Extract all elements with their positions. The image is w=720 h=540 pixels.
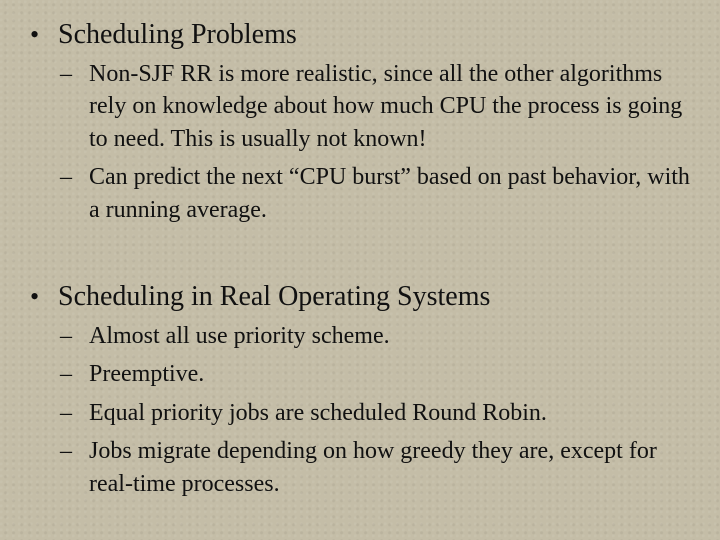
bullet-icon: • [30, 282, 40, 311]
sub-bullet-item [30, 320, 700, 353]
section-scheduling-real-os [30, 280, 700, 500]
sub-bullet-item [30, 161, 700, 226]
dash-icon: – [60, 164, 72, 191]
section-heading-row [30, 280, 700, 314]
dash-icon: – [60, 399, 72, 426]
sub-bullet-text: Non-SJF RR is more realistic, since all the other algorithms rely on knowledge about how much CPU the process is going to need. This is usually not known! [89, 60, 683, 152]
dash-icon: – [60, 361, 72, 388]
sub-bullet-text: Almost all use priority scheme. [89, 322, 390, 349]
sub-bullet-item [30, 58, 700, 156]
sub-bullet-item [30, 358, 700, 391]
sub-bullet-text: Equal priority jobs are scheduled Round Robin. [89, 399, 547, 426]
sub-bullet-list [30, 320, 700, 501]
dash-icon: – [60, 438, 72, 465]
sub-bullet-item [30, 397, 700, 430]
section-scheduling-problems [30, 18, 700, 226]
sub-bullet-text: Can predict the next “CPU burst” based on past behavior, with a running average. [89, 164, 690, 223]
sub-bullet-text: Preemptive. [89, 361, 205, 388]
dash-icon: – [60, 322, 72, 349]
sub-bullet-text: Jobs migrate depending on how greedy they are, except for real-time processes. [89, 438, 657, 497]
dash-icon: – [60, 60, 72, 87]
sub-bullet-item [30, 435, 700, 500]
section-heading: Scheduling in Real Operating Systems [58, 281, 491, 312]
bullet-icon: • [30, 20, 40, 49]
section-heading: Scheduling Problems [58, 19, 297, 50]
section-heading-row [30, 18, 700, 52]
sub-bullet-list [30, 58, 700, 227]
